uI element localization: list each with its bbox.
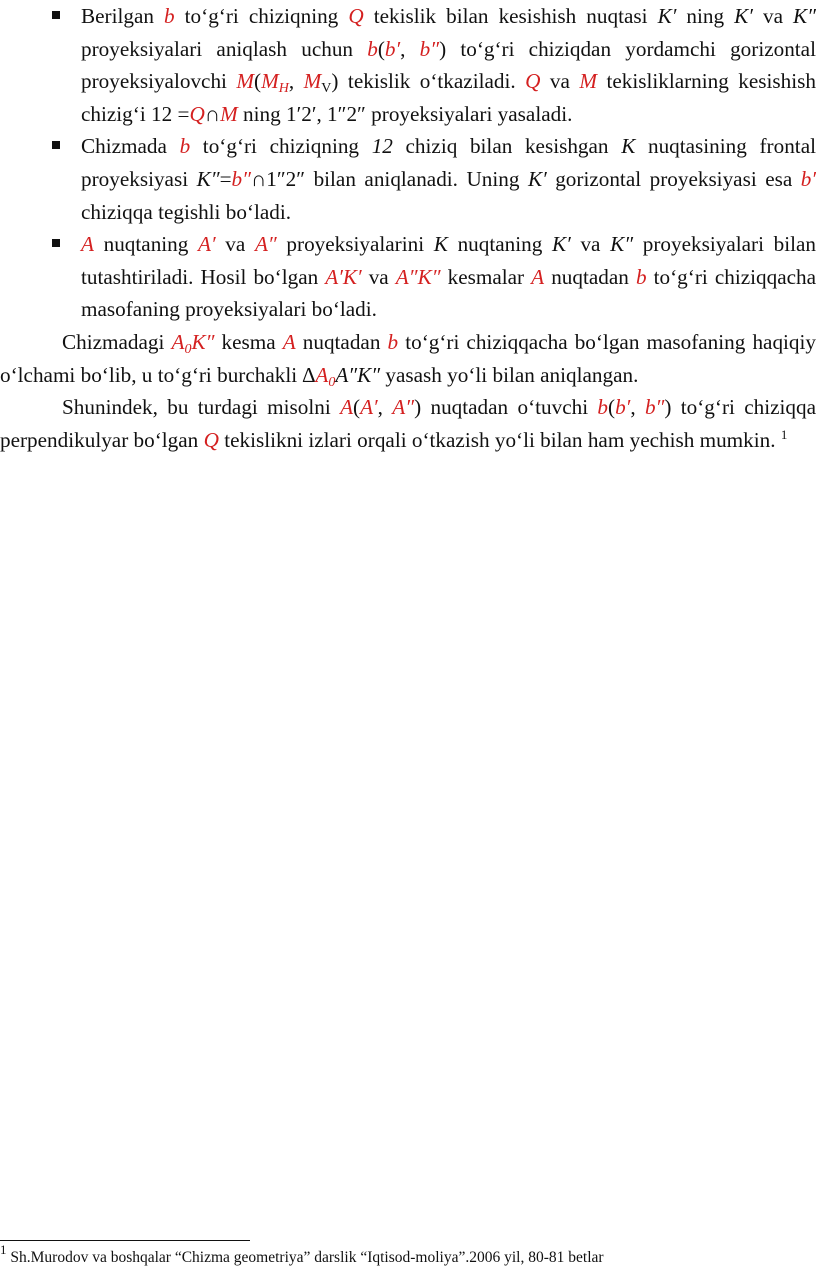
text: va xyxy=(570,232,611,257)
footnote-reference[interactable]: 1 xyxy=(780,426,788,442)
subscript-v: V xyxy=(321,81,332,97)
text: va xyxy=(752,4,794,28)
symbol-b: b xyxy=(179,134,191,159)
symbol-a: A xyxy=(531,264,545,289)
symbol-m: M xyxy=(236,69,255,94)
symbol-a-double-prime: A″ xyxy=(254,232,277,257)
text: ( xyxy=(254,69,262,94)
bullet-square-icon xyxy=(52,239,60,247)
symbol-q: Q xyxy=(348,4,364,28)
subscript-0: 0 xyxy=(328,374,336,390)
text: ( xyxy=(608,395,616,420)
text: proyeksiyalari aniqlash uchun xyxy=(81,36,368,61)
text: proyeksiyalarini xyxy=(276,232,434,257)
text: ∩1″2″ bilan aniqlanadi. Uning xyxy=(250,166,528,191)
text: ning 1′2′, 1″2″ proyeksiyalari yasaladi. xyxy=(237,101,573,126)
symbol-m-h: M xyxy=(261,69,279,94)
text: kesma xyxy=(214,329,283,354)
text: proyeksiyalari bilan tutashtiriladi. Hosil bo‘lgan xyxy=(81,232,816,289)
footnote-mark: 1 xyxy=(0,1242,7,1257)
symbol-b-prime: b′ xyxy=(384,36,401,61)
symbol-k: K′ xyxy=(657,4,677,28)
text: ) to‘g‘ri chiziqdan yordamchi gorizontal proyeksiyalovchi xyxy=(81,36,816,94)
symbol-a: A xyxy=(340,395,354,420)
symbol-q: Q xyxy=(525,69,541,94)
subscript-h: H xyxy=(278,81,289,97)
symbol-a: A xyxy=(81,232,94,257)
symbol-a-prime: A′ xyxy=(360,395,378,420)
bullet-list xyxy=(0,0,816,456)
bullet-item-2 xyxy=(0,130,816,228)
text: , xyxy=(377,395,393,420)
text: , xyxy=(630,395,645,420)
symbol-a-prime: A′ xyxy=(198,232,216,257)
text: chiziqqa tegishli bo‘ladi. xyxy=(81,199,292,224)
symbol-a-double-prime: A″ xyxy=(392,395,415,420)
footnote-text: Sh.Murodov va boshqalar “Chizma geometriya” darslik “Iqtisod-moliya”.2006 yil, 80-81 betlar xyxy=(6,1249,604,1266)
symbol-b-double-prime: b″ xyxy=(231,166,251,191)
text: , xyxy=(288,69,304,94)
symbol-k-prime: K′ xyxy=(527,166,547,191)
symbol-k-prime: K′ xyxy=(734,4,753,28)
symbol-k-double-prime: K″ xyxy=(196,166,220,191)
text: yasash yo‘li bilan aniqlangan. xyxy=(380,362,639,387)
symbol-b: b xyxy=(387,329,399,354)
footnote xyxy=(0,1242,816,1268)
bullet-item-1 xyxy=(0,0,816,130)
segment-a-double-prime-k-double-prime: A″K″ xyxy=(395,264,441,289)
symbol-12: 12 xyxy=(371,134,393,159)
text: nuqtaning xyxy=(93,232,199,257)
text: va xyxy=(215,232,255,257)
text: Chizmada xyxy=(81,134,180,159)
text: to‘g‘ri chiziqqacha masofaning proyeksiyalari bo‘ladi. xyxy=(81,264,816,322)
symbol-b: b xyxy=(597,395,609,420)
text: ( xyxy=(353,395,361,420)
text: tekislik bilan kesishish nuqtasi xyxy=(363,4,658,28)
symbol-k-double-prime: K″ xyxy=(793,4,816,28)
symbol-k-double-prime: K″ xyxy=(191,329,215,354)
text: tekisliklarning kesishish chizig‘i 12 = xyxy=(81,69,816,126)
symbol-k: K xyxy=(433,232,448,257)
text: va xyxy=(540,69,580,94)
text: Chizmadagi xyxy=(62,329,172,354)
intersection-symbol: ∩ xyxy=(204,101,221,126)
paragraph-2 xyxy=(0,391,816,456)
text: va xyxy=(361,264,396,289)
text: gorizontal proyeksiyasi esa xyxy=(546,166,801,191)
segment-a-prime-k-prime: A′K′ xyxy=(325,264,362,289)
subscript-0: 0 xyxy=(184,341,192,357)
symbol-a0: A xyxy=(171,329,185,354)
text: Shunindek, bu turdagi misolni xyxy=(62,395,341,420)
text: to‘g‘ri chiziqqacha bo‘lgan masofaning haqiqiy o‘lchami bo‘lib, u to‘g‘ri burchakli ∆ xyxy=(0,329,816,387)
text: to‘g‘ri chiziqning xyxy=(174,4,349,28)
paragraph-1 xyxy=(0,326,816,391)
symbol-a-double-prime-k-double-prime: A″K″ xyxy=(335,362,381,387)
symbol-k: K xyxy=(621,134,636,159)
bullet-item-3 xyxy=(0,228,816,326)
text: to‘g‘ri chiziqning xyxy=(190,134,372,159)
text: kesmalar xyxy=(440,264,532,289)
text: , xyxy=(400,36,420,61)
symbol-m-v: M xyxy=(303,69,322,94)
text: nuqtadan xyxy=(544,264,636,289)
symbol-b: b xyxy=(164,4,175,28)
symbol-k-prime: K′ xyxy=(552,232,571,257)
symbol-a: A xyxy=(282,329,296,354)
text: ) to‘g‘ri chiziqqa perpendikulyar bo‘lgan xyxy=(0,395,816,452)
bullet-square-icon xyxy=(52,141,60,149)
text: nuqtasining frontal proyeksiyasi xyxy=(81,134,816,191)
symbol-q: Q xyxy=(203,427,219,452)
text: ) nuqtadan o‘tuvchi xyxy=(414,395,598,420)
symbol-m: M xyxy=(579,69,597,94)
symbol-a0: A xyxy=(315,362,329,387)
symbol-b: b xyxy=(367,36,378,61)
symbol-m: M xyxy=(220,101,238,126)
symbol-b-prime: b′ xyxy=(615,395,631,420)
text: chiziq bilan kesishgan xyxy=(392,134,622,159)
text: nuqtaning xyxy=(447,232,553,257)
footnote-divider xyxy=(0,1240,250,1241)
text: Berilgan xyxy=(81,4,165,28)
text: ) tekislik o‘tkaziladi. xyxy=(331,69,526,94)
text: tekislikni izlari orqali o‘tkazish yo‘li bilan ham yechish mumkin. xyxy=(218,427,781,452)
text: = xyxy=(219,166,232,191)
symbol-b: b xyxy=(635,264,647,289)
bullet-square-icon xyxy=(52,11,60,19)
symbol-b-double-prime: b″ xyxy=(644,395,665,420)
symbol-b-double-prime: b″ xyxy=(419,36,440,61)
symbol-q: Q xyxy=(189,101,205,126)
symbol-b-prime: b′ xyxy=(800,166,816,191)
text: ning xyxy=(676,4,735,28)
text: nuqtadan xyxy=(295,329,388,354)
text: ( xyxy=(377,36,385,61)
symbol-k-double-prime: K″ xyxy=(610,232,634,257)
